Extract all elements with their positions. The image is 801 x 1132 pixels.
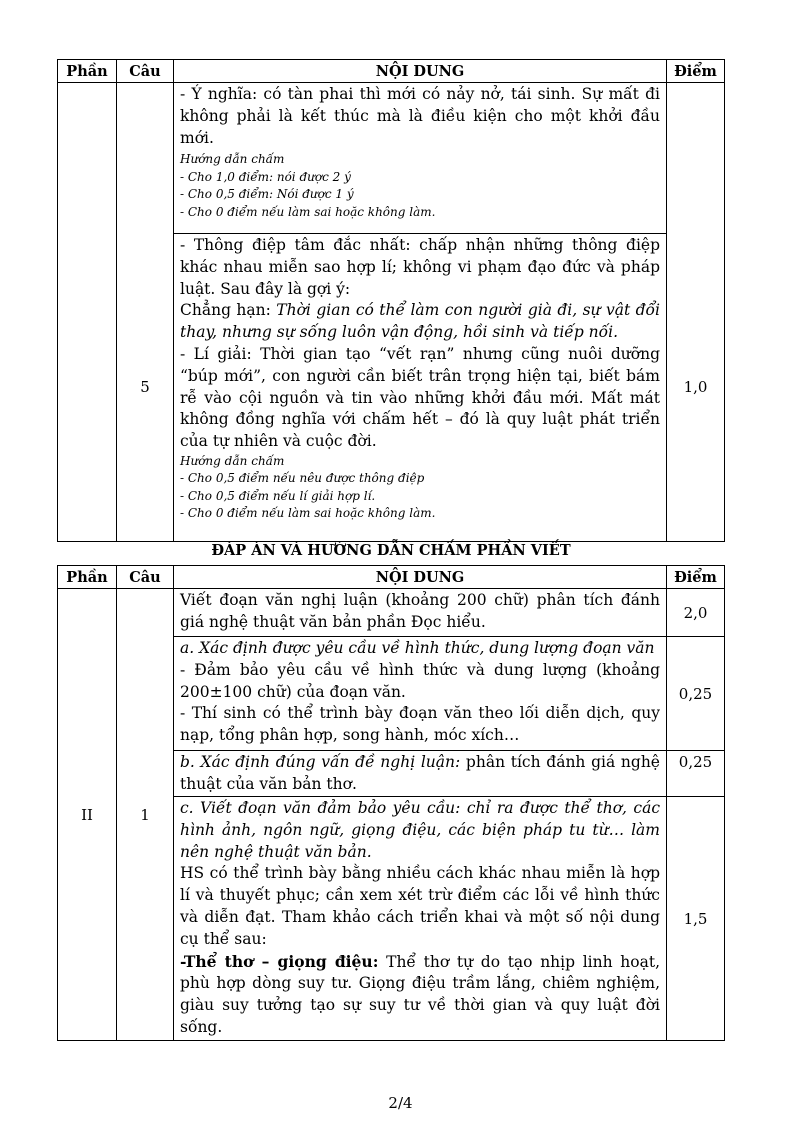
message-text: - Thông điệp tâm đắc nhất: chấp nhận những thông điệp khác nhau miễn sao hợp lí; không vi phạm đạo đức và pháp luật. Sau đây là gợi ý: xyxy=(180,236,660,298)
diem-cell xyxy=(667,83,725,234)
table-row xyxy=(58,589,725,637)
page-number: 2/4 xyxy=(388,1094,413,1112)
header-noi-dung: NỘI DUNG xyxy=(174,60,667,83)
score-value: 1,0 xyxy=(667,234,725,542)
criterion-heading: c. Viết đoạn văn đảm bảo yêu cầu: chỉ ra được thể thơ, các hình ảnh, ngôn ngữ, giọng điệu, các biện pháp tu từ… làm nên nghệ thuật văn bản. xyxy=(180,799,660,861)
score-value: 0,25 xyxy=(667,637,725,751)
writing-answer-table xyxy=(57,565,725,1041)
cau-number: 5 xyxy=(117,234,174,542)
criterion-rest: phân tích đánh giá nghệ thuật của văn bản thơ. xyxy=(180,753,660,793)
reading-answer-table xyxy=(57,59,725,542)
criterion-text xyxy=(180,752,660,796)
task-text: Viết đoạn văn nghị luận (khoảng 200 chữ) phân tích đánh giá nghệ thuật văn bản phần Đọc hiểu. xyxy=(180,591,660,631)
guide-line: - Cho 0,5 điểm nếu lí giải hợp lí. xyxy=(180,488,376,503)
guide-line: - Cho 0,5 điểm: Nói được 1 ý xyxy=(180,187,354,202)
cau-value: 1 xyxy=(117,589,174,1041)
criterion-heading: b. Xác định đúng vấn đề nghị luận: xyxy=(180,753,461,771)
header-phan: Phần xyxy=(58,566,117,589)
example-text xyxy=(180,300,660,344)
phan-value: II xyxy=(58,589,117,1041)
content-cell xyxy=(174,751,667,797)
guide-line: - Cho 0 điểm nếu làm sai hoặc không làm. xyxy=(180,204,436,219)
example-quote: Thời gian có thể làm con người già đi, sự vật đổi thay, nhưng sự sống luôn vận động, hồi sinh và tiếp nối. xyxy=(180,301,660,342)
criterion-text: - Thí sinh có thể trình bày đoạn văn theo lối diễn dịch, quy nạp, tổng phân hợp, song hành, móc xích… xyxy=(180,704,660,745)
guide-line: - Cho 1,0 điểm: nói được 2 ý xyxy=(180,169,351,184)
guide-title: Hướng dẫn chấm xyxy=(180,453,285,468)
table-row xyxy=(58,234,725,542)
criterion-text: - Đảm bảo yêu cầu về hình thức và dung lượng (khoảng 200±100 chữ) của đoạn văn. xyxy=(180,660,660,701)
content-cell xyxy=(174,797,667,1041)
criterion-bold: -Thể thơ – giọng điệu: xyxy=(180,951,379,971)
score-value: 0,25 xyxy=(667,751,725,797)
score-value: 2,0 xyxy=(667,589,725,637)
content-cell xyxy=(174,637,667,751)
criterion-rest: Thể thơ tự do tạo nhịp linh hoạt, phù hợp dòng suy tư. Giọng điệu trầm lắng, chiêm nghiệm, giàu suy tưởng tạo sự suy tư về thời gian và quy luật đời sống. xyxy=(180,952,660,1036)
header-diem: Điểm xyxy=(667,60,725,83)
guide-line: - Cho 0 điểm nếu làm sai hoặc không làm. xyxy=(180,506,436,521)
header-noi-dung: NỘI DUNG xyxy=(174,566,667,589)
content-cell xyxy=(174,589,667,637)
meaning-text: - Ý nghĩa: có tàn phai thì mới có nảy nở, tái sinh. Sự mất đi không phải là kết thúc mà là điều kiện cho một khởi đầu mới. xyxy=(180,85,660,147)
table-row xyxy=(58,83,725,234)
cau-cell xyxy=(117,83,174,234)
example-prefix: Chẳng hạn: xyxy=(180,301,277,320)
table-header-row xyxy=(58,566,725,589)
guide-line: - Cho 0,5 điểm nếu nêu được thông điệp xyxy=(180,471,425,486)
header-cau: Câu xyxy=(117,60,174,83)
header-phan: Phần xyxy=(58,60,117,83)
explanation-text: - Lí giải: Thời gian tạo “vết rạn” nhưng cũng nuôi dưỡng “búp mới”, con người cần biết trân trọng hiện tại, biết bám rễ vào cội nguồn và tin vào những khởi đầu mới. Mất mát không đồng nghĩa với chấm hết – đó là quy luật phát triển của tự nhiên và cuộc đời. xyxy=(180,344,660,451)
criterion-text: HS có thể trình bày bằng nhiều cách khác nhau miễn là hợp lí và thuyết phục; cần xem xét trừ điểm các lỗi về hình thức và diễn đạt. Tham khảo cách triển khai và một số nội dung cụ thể sau: xyxy=(180,864,660,948)
guide-title: Hướng dẫn chấm xyxy=(180,152,285,167)
score-value: 1,5 xyxy=(667,797,725,1041)
table-header-row xyxy=(58,60,725,83)
criterion-heading: a. Xác định được yêu cầu về hình thức, dung lượng đoạn văn xyxy=(180,639,655,657)
content-cell xyxy=(174,234,667,542)
section-title: ĐÁP ÁN VÀ HƯỚNG DẪN CHẤM PHẦN VIẾT xyxy=(211,542,571,559)
content-cell xyxy=(174,83,667,234)
header-cau: Câu xyxy=(117,566,174,589)
header-diem: Điểm xyxy=(667,566,725,589)
phan-cell xyxy=(58,83,117,542)
criterion-text xyxy=(180,951,660,1039)
